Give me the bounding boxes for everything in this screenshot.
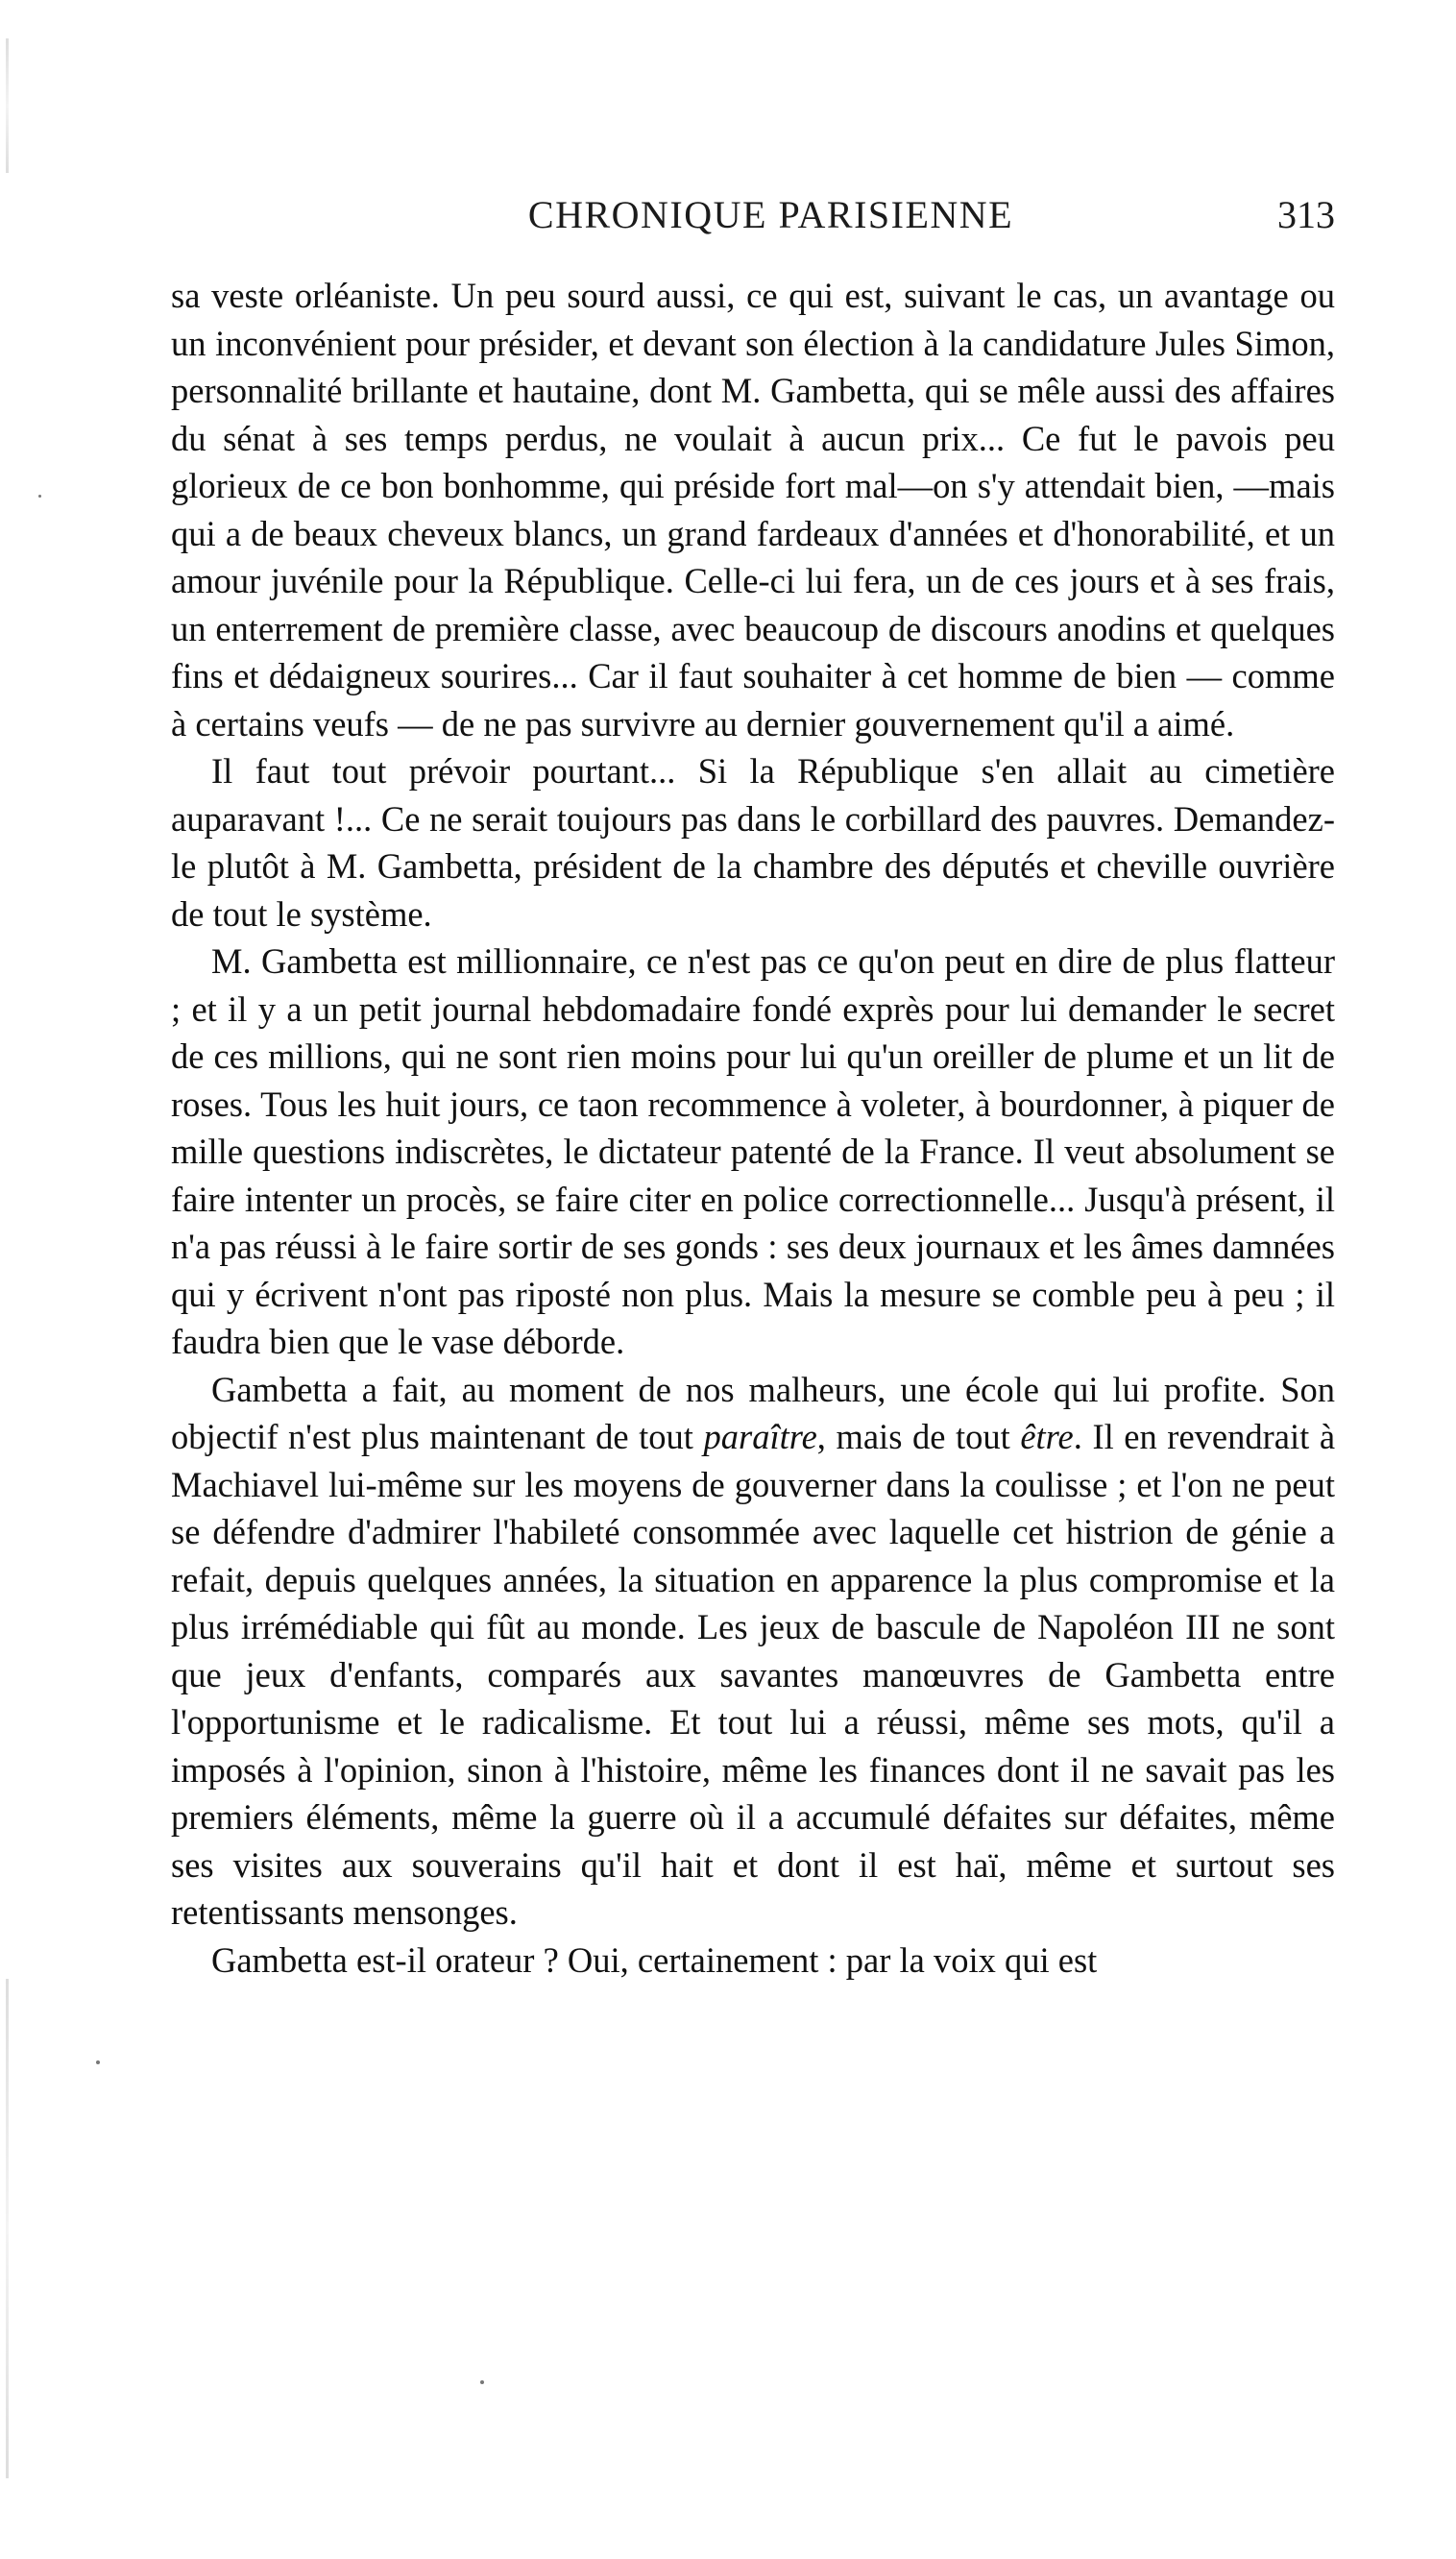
paragraph-text: , mais de tout	[816, 1417, 1021, 1456]
paragraph-text: Gambetta a fait, au moment de nos malheurs, une école qui lui profite. Son objectif n'est plus maintenant de tout	[171, 1369, 1335, 1456]
ink-speck	[480, 2380, 484, 2384]
paragraph-text: Il faut tout prévoir pourtant... Si la République s'en allait au cimetière auparavant !... Ce ne serait toujours pas dans le corbillard des pauvres. Demandez-le plutôt à M. Gambetta, président de la chambre des députés et cheville ouvrière de tout le système.	[171, 751, 1335, 934]
scan-edge-mark	[6, 38, 9, 173]
scan-edge-mark	[6, 1979, 9, 2478]
italic-text: être	[1020, 1417, 1074, 1456]
paragraph	[171, 747, 1335, 938]
paragraph-text: M. Gambetta est millionnaire, ce n'est pas ce qu'on peut en dire de plus flatteur ; et il y a un petit journal hebdomadaire fondé exprès pour lui demander le secret de ces millions, qui ne sont rien moins pour lui qu'un oreiller de plume et un lit de roses. Tous les huit jours, ce taon recommence à voleter, à bourdonner, à piquer de mille questions indiscrètes, le dictateur patenté de la France. Il veut absolument se faire intenter un procès, se faire citer en police correctionnelle... Jusqu'à présent, il n'a pas réussi à le faire sortir de ses gonds : ses deux journaux et les âmes damnées qui y écrivent n'ont pas riposté non plus. Mais la mesure se comble peu à peu ; il faudra bien que le vase déborde.	[171, 941, 1335, 1361]
page-header	[206, 192, 1335, 250]
paragraph	[171, 272, 1335, 747]
paragraph-text: . Il en revendrait à Machiavel lui-même sur les moyens de gouverner dans la coulisse ; et l'on ne peut se défendre d'admirer l'habileté consommée avec laquelle cet histrion de génie a refait, depuis quelques années, la situation en apparence la plus compromise et la plus irrémédiable qui fût au monde. Les jeux de bascule de Napoléon III ne sont que jeux d'enfants, comparés aux savantes manœuvres de Gambetta entre l'opportunisme et le radicalisme. Et tout lui a réussi, même ses mots, qu'il a imposés à l'opinion, sinon à l'histoire, même les finances dont il ne savait pas les premiers éléments, même la guerre où il a accumulé défaites sur défaites, même ses visites aux souverains qu'il hait et dont il est haï, même et surtout ses retentissants mensonges.	[171, 1417, 1336, 1932]
ink-speck	[38, 495, 41, 498]
paragraph	[171, 1366, 1335, 1937]
body-text	[171, 272, 1335, 1984]
ink-speck	[96, 2060, 100, 2064]
paragraph-text: Gambetta est-il orateur ? Oui, certainement : par la voix qui est	[211, 1939, 1098, 1980]
paragraph	[171, 938, 1335, 1366]
paragraph-text: sa veste orléaniste. Un peu sourd aussi, ce qui est, suivant le cas, un avantage ou un inconvénient pour présider, et devant son élection à la candidature Jules Simon, personnalité brillante et hautaine, dont M. Gambetta, qui se mêle aussi des affaires du sénat à ses temps perdus, ne voulait à aucun prix... Ce fut le pavois peu glorieux de ce bon bonhomme, qui préside fort mal—on s'y attendait bien, —mais qui a de beaux cheveux blancs, un grand fardeaux d'années et d'honorabilité, et un amour juvénile pour la République. Celle-ci lui fera, un de ces jours et à ses frais, un enterrement de première classe, avec beaucoup de discours anodins et quelques fins et dédaigneux sourires... Car il faut souhaiter à cet homme de bien — comme à certains veufs — de ne pas survivre au dernier gouvernement qu'il a aimé.	[171, 276, 1335, 743]
paragraph	[171, 1937, 1335, 1985]
running-title: CHRONIQUE PARISIENNE	[527, 193, 1014, 236]
page-number: 313	[1277, 193, 1335, 236]
italic-text: paraître	[703, 1417, 817, 1456]
